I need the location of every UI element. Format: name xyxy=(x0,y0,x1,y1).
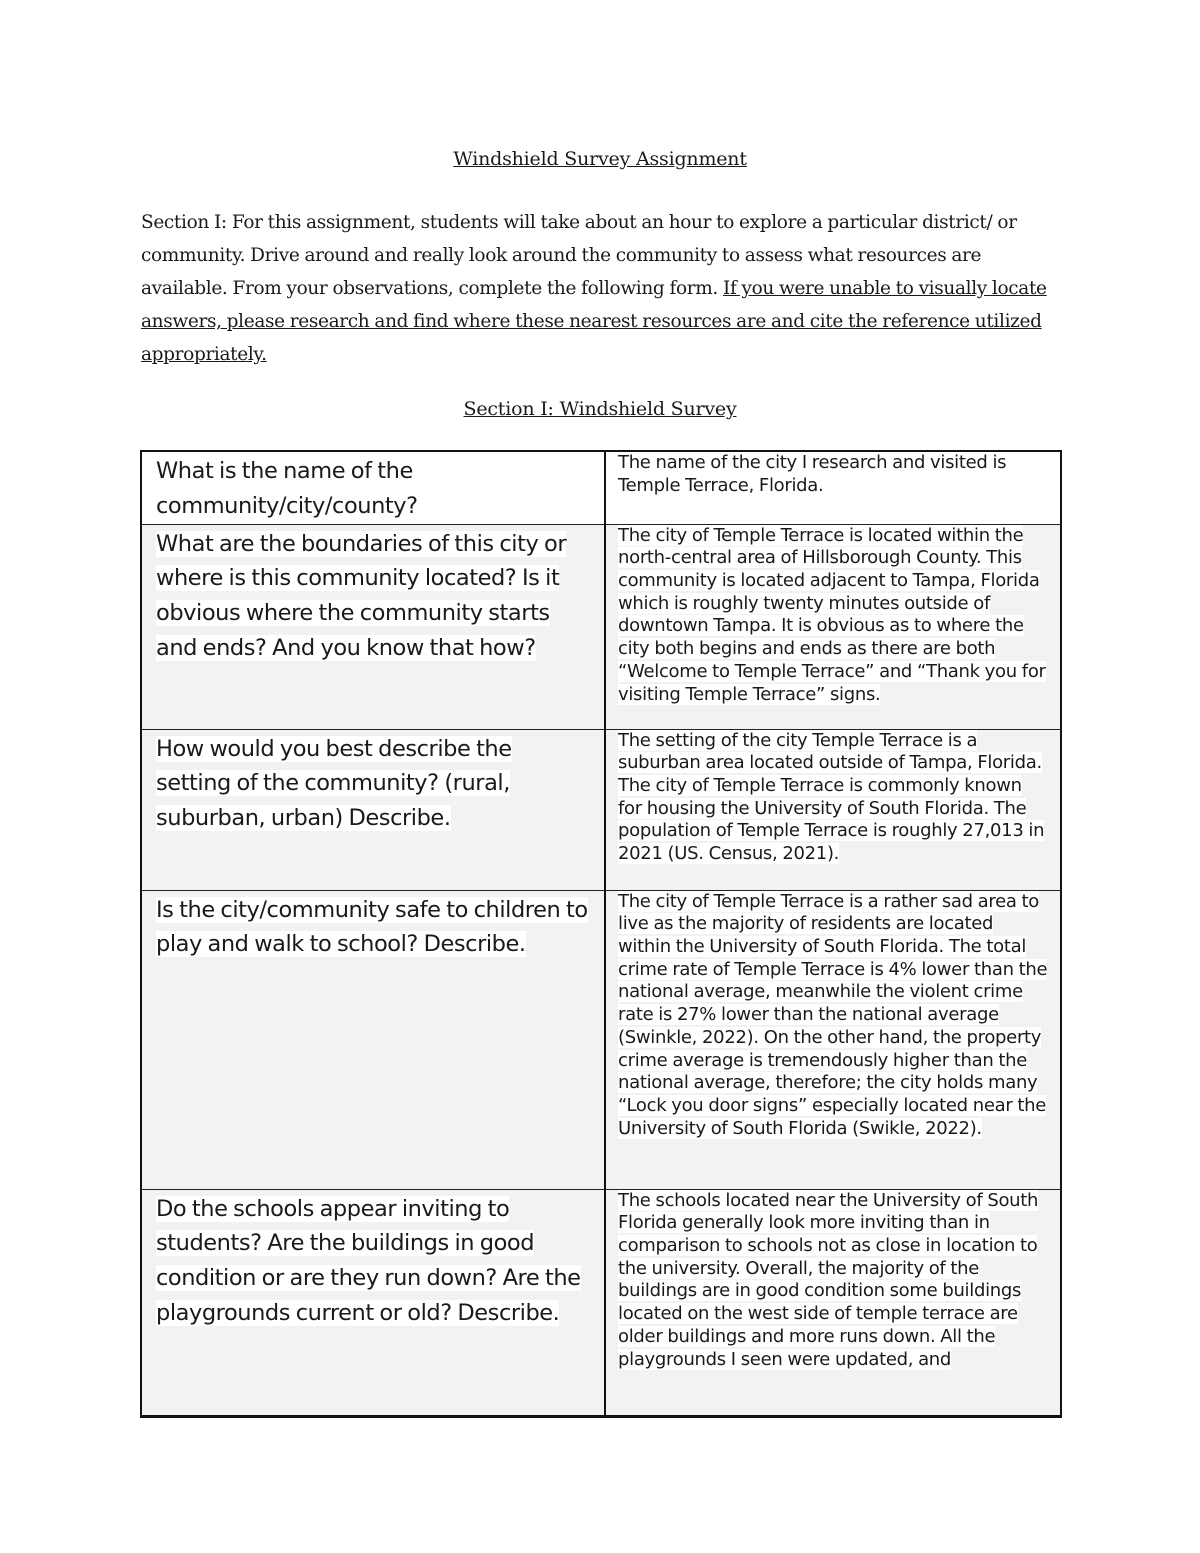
answer-text: The name of the city I research and visited is Temple Terrace, Florida. xyxy=(618,452,1007,496)
answer-text: The city of Temple Terrace is a rather sad area to live as the majority of residents are located within the University of South Florida. The total crime rate of Temple Terrace is 4% lower than the national average, meanwhile the violent crime rate is 27% lower than the national average (Swinkle, 2022). On the other hand, the property crime average is tremendously higher than the national average, therefore; the city holds many “Lock you door signs” especially located near the University of South Florida (Swikle, 2022). xyxy=(618,890,1048,1139)
answer-text: The schools located near the University of South Florida generally look more inviting than in comparison to schools not as close in location to the university. Overall, the majority of the buildings are in good condition some buildings located on the west side of temple terrace are older buildings and more runs down. All the playgrounds I seen were updated, and xyxy=(618,1189,1039,1370)
question-cell xyxy=(141,890,605,1189)
answer-text: The setting of the city Temple Terrace is a suburban area located outside of Tampa, Florida. The city of Temple Terrace is commonly known for housing the University of South Florida. The population of Temple Terrace is roughly 27,013 in 2021 (US. Census, 2021). xyxy=(618,729,1045,865)
answer-cell xyxy=(605,451,1061,524)
question-cell xyxy=(141,524,605,729)
answer-cell xyxy=(605,890,1061,1189)
section-heading: Section I: Windshield Survey xyxy=(463,398,737,420)
answer-text: The city of Temple Terrace is located within the north-central area of Hillsborough County. This community is located adjacent to Tampa, Florida which is roughly twenty minutes outside of downtown Tampa. It is obvious as to where the city both begins and ends as there are both “Welcome to Temple Terrace” and “Thank you for visiting Temple Terrace” signs. xyxy=(618,524,1046,705)
answer-cell xyxy=(605,524,1061,729)
question-text: What are the boundaries of this city or where is this community located? Is it obvious where the community starts and ends? And you know that how? xyxy=(156,530,567,661)
table-row xyxy=(141,524,1061,729)
question-cell xyxy=(141,729,605,890)
question-text: Is the city/community safe to children to play and walk to school? Describe. xyxy=(156,896,588,958)
survey-table xyxy=(140,450,1062,1418)
answer-cell xyxy=(605,1189,1061,1416)
question-text: Do the schools appear inviting to students? Are the buildings in good condition or are they run down? Are the playgrounds current or old? Describe. xyxy=(156,1195,581,1326)
document-title: Windshield Survey Assignment xyxy=(453,148,747,170)
intro-text: Section I: For this assignment, students will take about an hour to explore a particular district/ or community. Drive around and really look around the community to assess what resources are available. From your observations, complete the following form. xyxy=(141,212,1017,299)
question-cell xyxy=(141,451,605,524)
question-text: How would you best describe the setting of the community? (rural, suburban, urban) Describe. xyxy=(156,735,512,832)
intro-underlined-text: If you were unable to visually locate answers, please research and find where these nearest resources are and cite the reference utilized appropriately. xyxy=(141,278,1047,365)
intro-paragraph xyxy=(141,206,1071,371)
table-row xyxy=(141,729,1061,890)
answer-cell xyxy=(605,729,1061,890)
table-row xyxy=(141,451,1061,524)
question-text: What is the name of the community/city/county? xyxy=(156,458,418,519)
question-cell xyxy=(141,1189,605,1416)
table-row xyxy=(141,890,1061,1189)
table-row xyxy=(141,1189,1061,1416)
